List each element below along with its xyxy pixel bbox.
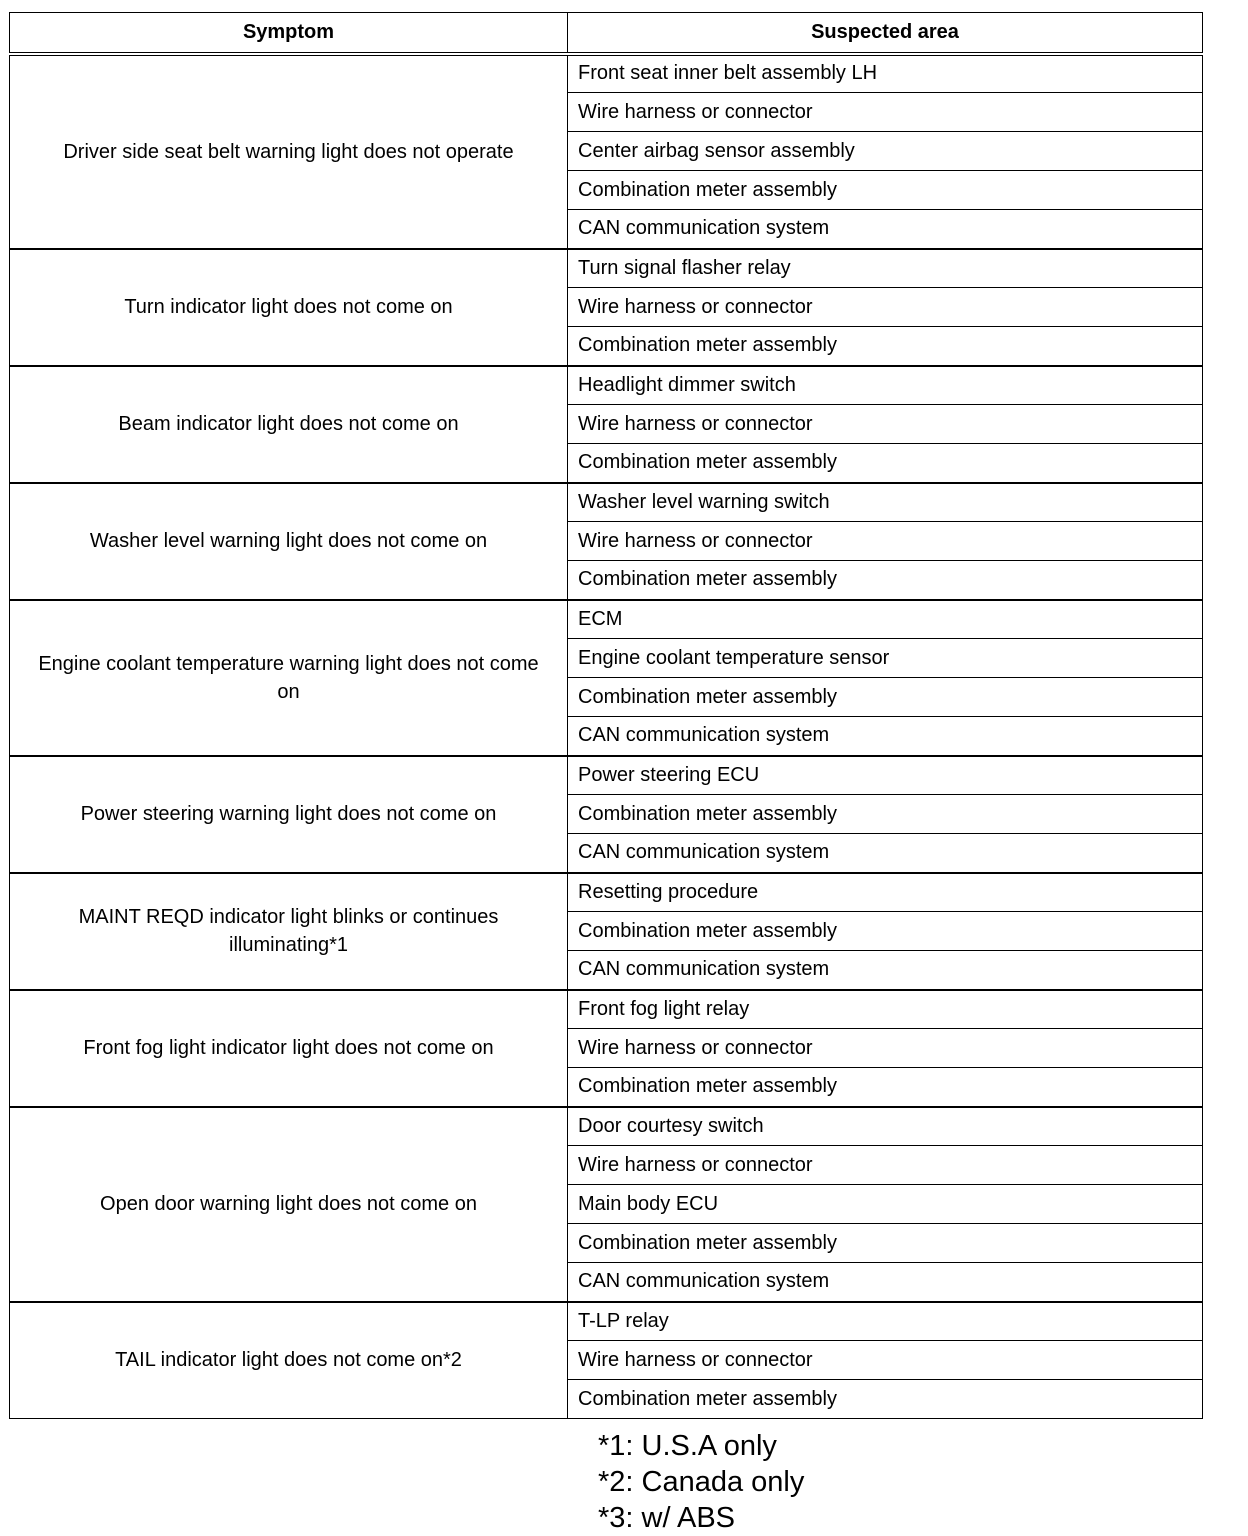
suspected-area-cell: ECM	[568, 600, 1203, 639]
suspected-area-cell: Combination meter assembly	[568, 1068, 1203, 1107]
table-row	[10, 54, 1203, 93]
symptom-cell: Open door warning light does not come on	[10, 1107, 568, 1302]
suspected-area-cell: CAN communication system	[568, 1263, 1203, 1302]
footnotes	[598, 1428, 804, 1536]
symptom-cell: Driver side seat belt warning light does not operate	[10, 54, 568, 249]
suspected-area-cell: Power steering ECU	[568, 756, 1203, 795]
symptom-cell: TAIL indicator light does not come on*2	[10, 1302, 568, 1419]
table-row	[10, 1302, 1203, 1341]
suspected-area-cell: Washer level warning switch	[568, 483, 1203, 522]
suspected-area-cell: Wire harness or connector	[568, 522, 1203, 561]
table-row	[10, 366, 1203, 405]
suspected-area-cell: Combination meter assembly	[568, 1380, 1203, 1419]
symptom-cell: Front fog light indicator light does not come on	[10, 990, 568, 1107]
header-suspected-area: Suspected area	[568, 13, 1203, 54]
table-row	[10, 249, 1203, 288]
symptom-table	[9, 12, 1203, 1419]
suspected-area-cell: Resetting procedure	[568, 873, 1203, 912]
symptom-cell: Beam indicator light does not come on	[10, 366, 568, 483]
suspected-area-cell: Center airbag sensor assembly	[568, 132, 1203, 171]
table-body	[10, 54, 1203, 1419]
footnote: *1: U.S.A only	[598, 1430, 777, 1462]
table-row	[10, 483, 1203, 522]
suspected-area-cell: Front fog light relay	[568, 990, 1203, 1029]
table-row	[10, 756, 1203, 795]
suspected-area-cell: Headlight dimmer switch	[568, 366, 1203, 405]
table-header-row	[10, 13, 1203, 54]
suspected-area-cell: Wire harness or connector	[568, 93, 1203, 132]
suspected-area-cell: Combination meter assembly	[568, 1224, 1203, 1263]
suspected-area-cell: CAN communication system	[568, 210, 1203, 249]
symptom-cell: Power steering warning light does not come on	[10, 756, 568, 873]
suspected-area-cell: CAN communication system	[568, 951, 1203, 990]
suspected-area-cell: Door courtesy switch	[568, 1107, 1203, 1146]
footnote: *3: w/ ABS	[598, 1502, 736, 1534]
suspected-area-cell: Front seat inner belt assembly LH	[568, 54, 1203, 93]
table-row	[10, 990, 1203, 1029]
suspected-area-cell: Wire harness or connector	[568, 1029, 1203, 1068]
suspected-area-cell: Turn signal flasher relay	[568, 249, 1203, 288]
symptom-cell: MAINT REQD indicator light blinks or continues illuminating*1	[10, 873, 568, 990]
suspected-area-cell: Main body ECU	[568, 1185, 1203, 1224]
suspected-area-cell: T-LP relay	[568, 1302, 1203, 1341]
footnote: *2: Canada only	[598, 1466, 805, 1498]
suspected-area-cell: Wire harness or connector	[568, 405, 1203, 444]
suspected-area-cell: Combination meter assembly	[568, 912, 1203, 951]
table-row	[10, 600, 1203, 639]
suspected-area-cell: CAN communication system	[568, 834, 1203, 873]
suspected-area-cell: Engine coolant temperature sensor	[568, 639, 1203, 678]
symptom-cell: Turn indicator light does not come on	[10, 249, 568, 366]
suspected-area-cell: Wire harness or connector	[568, 1341, 1203, 1380]
table-row	[10, 873, 1203, 912]
suspected-area-cell: Combination meter assembly	[568, 795, 1203, 834]
suspected-area-cell: Wire harness or connector	[568, 1146, 1203, 1185]
suspected-area-cell: Combination meter assembly	[568, 678, 1203, 717]
suspected-area-cell: Combination meter assembly	[568, 327, 1203, 366]
table-row	[10, 1107, 1203, 1146]
suspected-area-cell: Combination meter assembly	[568, 561, 1203, 600]
suspected-area-cell: CAN communication system	[568, 717, 1203, 756]
symptom-cell: Washer level warning light does not come on	[10, 483, 568, 600]
symptom-cell: Engine coolant temperature warning light does not come on	[10, 600, 568, 756]
suspected-area-cell: Combination meter assembly	[568, 444, 1203, 483]
suspected-area-cell: Wire harness or connector	[568, 288, 1203, 327]
suspected-area-cell: Combination meter assembly	[568, 171, 1203, 210]
header-symptom: Symptom	[10, 13, 568, 54]
